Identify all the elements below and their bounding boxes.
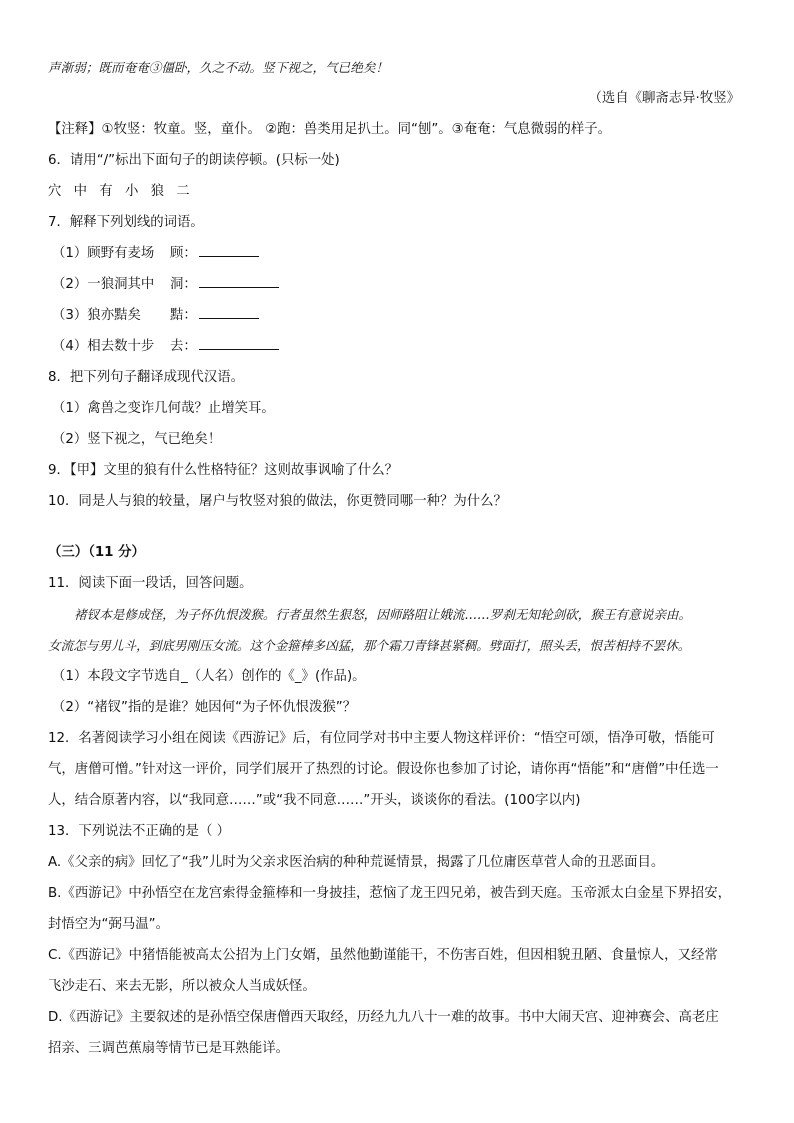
question-7-item xyxy=(48,331,746,362)
answer-blank[interactable] xyxy=(199,305,259,319)
question-11-passage: 女流怎与男儿斗，到底男刚压女流。这个金箍棒多凶猛，那个霜刀青锋甚紧稠。劈面打，照头丢，恨苦相持不罢休。 xyxy=(48,638,691,653)
answer-blank[interactable] xyxy=(199,274,279,288)
question-9: 9．【甲】文里的狼有什么性格特征？这则故事讽喻了什么？ xyxy=(48,463,398,478)
source-citation: （选自《聊斋志异·牧竖》 xyxy=(588,91,740,106)
question-7-word: 洞： xyxy=(170,277,197,292)
answer-blank[interactable] xyxy=(199,243,259,257)
question-11-sub: （2）“褚钗”指的是谁？她因何“为子怀仇恨泼猴”？ xyxy=(52,700,357,715)
question-13-option-d-cont: 招亲、三调芭蕉扇等情节已是耳熟能详。 xyxy=(48,1041,290,1056)
question-7-item xyxy=(48,300,746,331)
passage-tail: 声渐弱；既而奄奄③僵卧，久之不动。竖下视之，气已绝矣！ xyxy=(48,60,389,75)
question-13-prompt: 13．下列说法不正确的是（ ） xyxy=(48,824,230,839)
question-11-passage: 褚钗本是修成怪，为子怀仇恨泼猴。行者虽然生狠怒，因师路阻让娥流……罗刹无知轮剑砍，猴王有意说亲由。 xyxy=(74,607,692,622)
question-12-text: 12．名著阅读学习小组在阅读《西游记》后，有位同学对书中主要人物这样评价：“悟空可颂，悟净可敬，悟能可 xyxy=(48,731,715,746)
question-7-word: 顾： xyxy=(170,246,197,261)
section-gap xyxy=(48,517,746,537)
question-7-phrase: （1）顾野有麦场 xyxy=(52,246,155,261)
question-13-option-b: B.《西游记》中孙悟空在龙宫索得金箍棒和一身披挂，惹恼了龙王四兄弟，被告到天庭。玉帝派太白金星下界招安， xyxy=(48,886,731,901)
question-6-prompt: 6．请用“/”标出下面句子的朗读停顿。(只标一处) xyxy=(48,153,340,168)
question-8-item: （2）竖下视之，气已绝矣！ xyxy=(52,432,222,447)
question-7-phrase: （3）狼亦黠矣 xyxy=(52,308,141,323)
section-3-heading: （三）（11 分） xyxy=(48,545,145,560)
question-13-option-c: C.《西游记》中猪悟能被高太公招为上门女婿，虽然他勤谨能干，不伤害百姓，但因相貌丑陋、食量惊人，又经常 xyxy=(48,948,718,963)
question-6-sentence: 穴 中 有 小 狼 二 xyxy=(48,184,194,199)
question-12-text: 人，结合原著内容，以“我同意……”或“我不同意……”开头，谈谈你的看法。(100字以内) xyxy=(48,793,581,808)
question-11-sub: （1）本段文字节选自_（人名）创作的《_》(作品)。 xyxy=(52,669,366,684)
question-13-option-a: A.《父亲的病》回忆了“我”儿时为父亲求医治病的种种荒诞情景，揭露了几位庸医草菅人命的丑恶面目。 xyxy=(48,855,665,870)
annotation-notes: 【注释】①牧竖：牧童。竖，童仆。 ②跑：兽类用足扒土。同“刨”。③奄奄：气息微弱的样子。 xyxy=(48,122,611,137)
question-10: 10．同是人与狼的较量，屠户与牧竖对狼的做法，你更赞同哪一种？为什么？ xyxy=(48,494,507,509)
question-7-word: 去： xyxy=(170,339,197,354)
question-8-item: （1）禽兽之变诈几何哉？止增笑耳。 xyxy=(52,401,275,416)
question-7-item xyxy=(48,238,746,269)
answer-blank[interactable] xyxy=(199,336,279,350)
question-7-item xyxy=(48,269,746,300)
question-7-phrase: （2）一狼洞其中 xyxy=(52,277,155,292)
question-8-prompt: 8．把下列句子翻译成现代汉语。 xyxy=(48,370,244,385)
question-11-prompt: 11．阅读下面一段话，回答问题。 xyxy=(48,576,253,591)
question-13-option-d: D.《西游记》主要叙述的是孙悟空保唐僧西天取经，历经九九八十一难的故事。书中大闹天宫、迎神赛会、高老庄 xyxy=(48,1010,719,1025)
question-7-phrase: （4）相去数十步 xyxy=(52,339,155,354)
question-12-text: 气，唐僧可憎。”针对这一评价，同学们展开了热烈的讨论。假设你也参加了讨论，请你再“悟能”和“唐僧”中任选一 xyxy=(48,762,719,777)
question-7-prompt: 7．解释下列划线的词语。 xyxy=(48,215,204,230)
question-7-word: 黠： xyxy=(170,308,197,323)
question-13-option-c-cont: 飞沙走石、来去无影，所以被众人当成妖怪。 xyxy=(48,979,316,994)
question-13-option-b-cont: 封悟空为“弼马温”。 xyxy=(48,917,169,932)
